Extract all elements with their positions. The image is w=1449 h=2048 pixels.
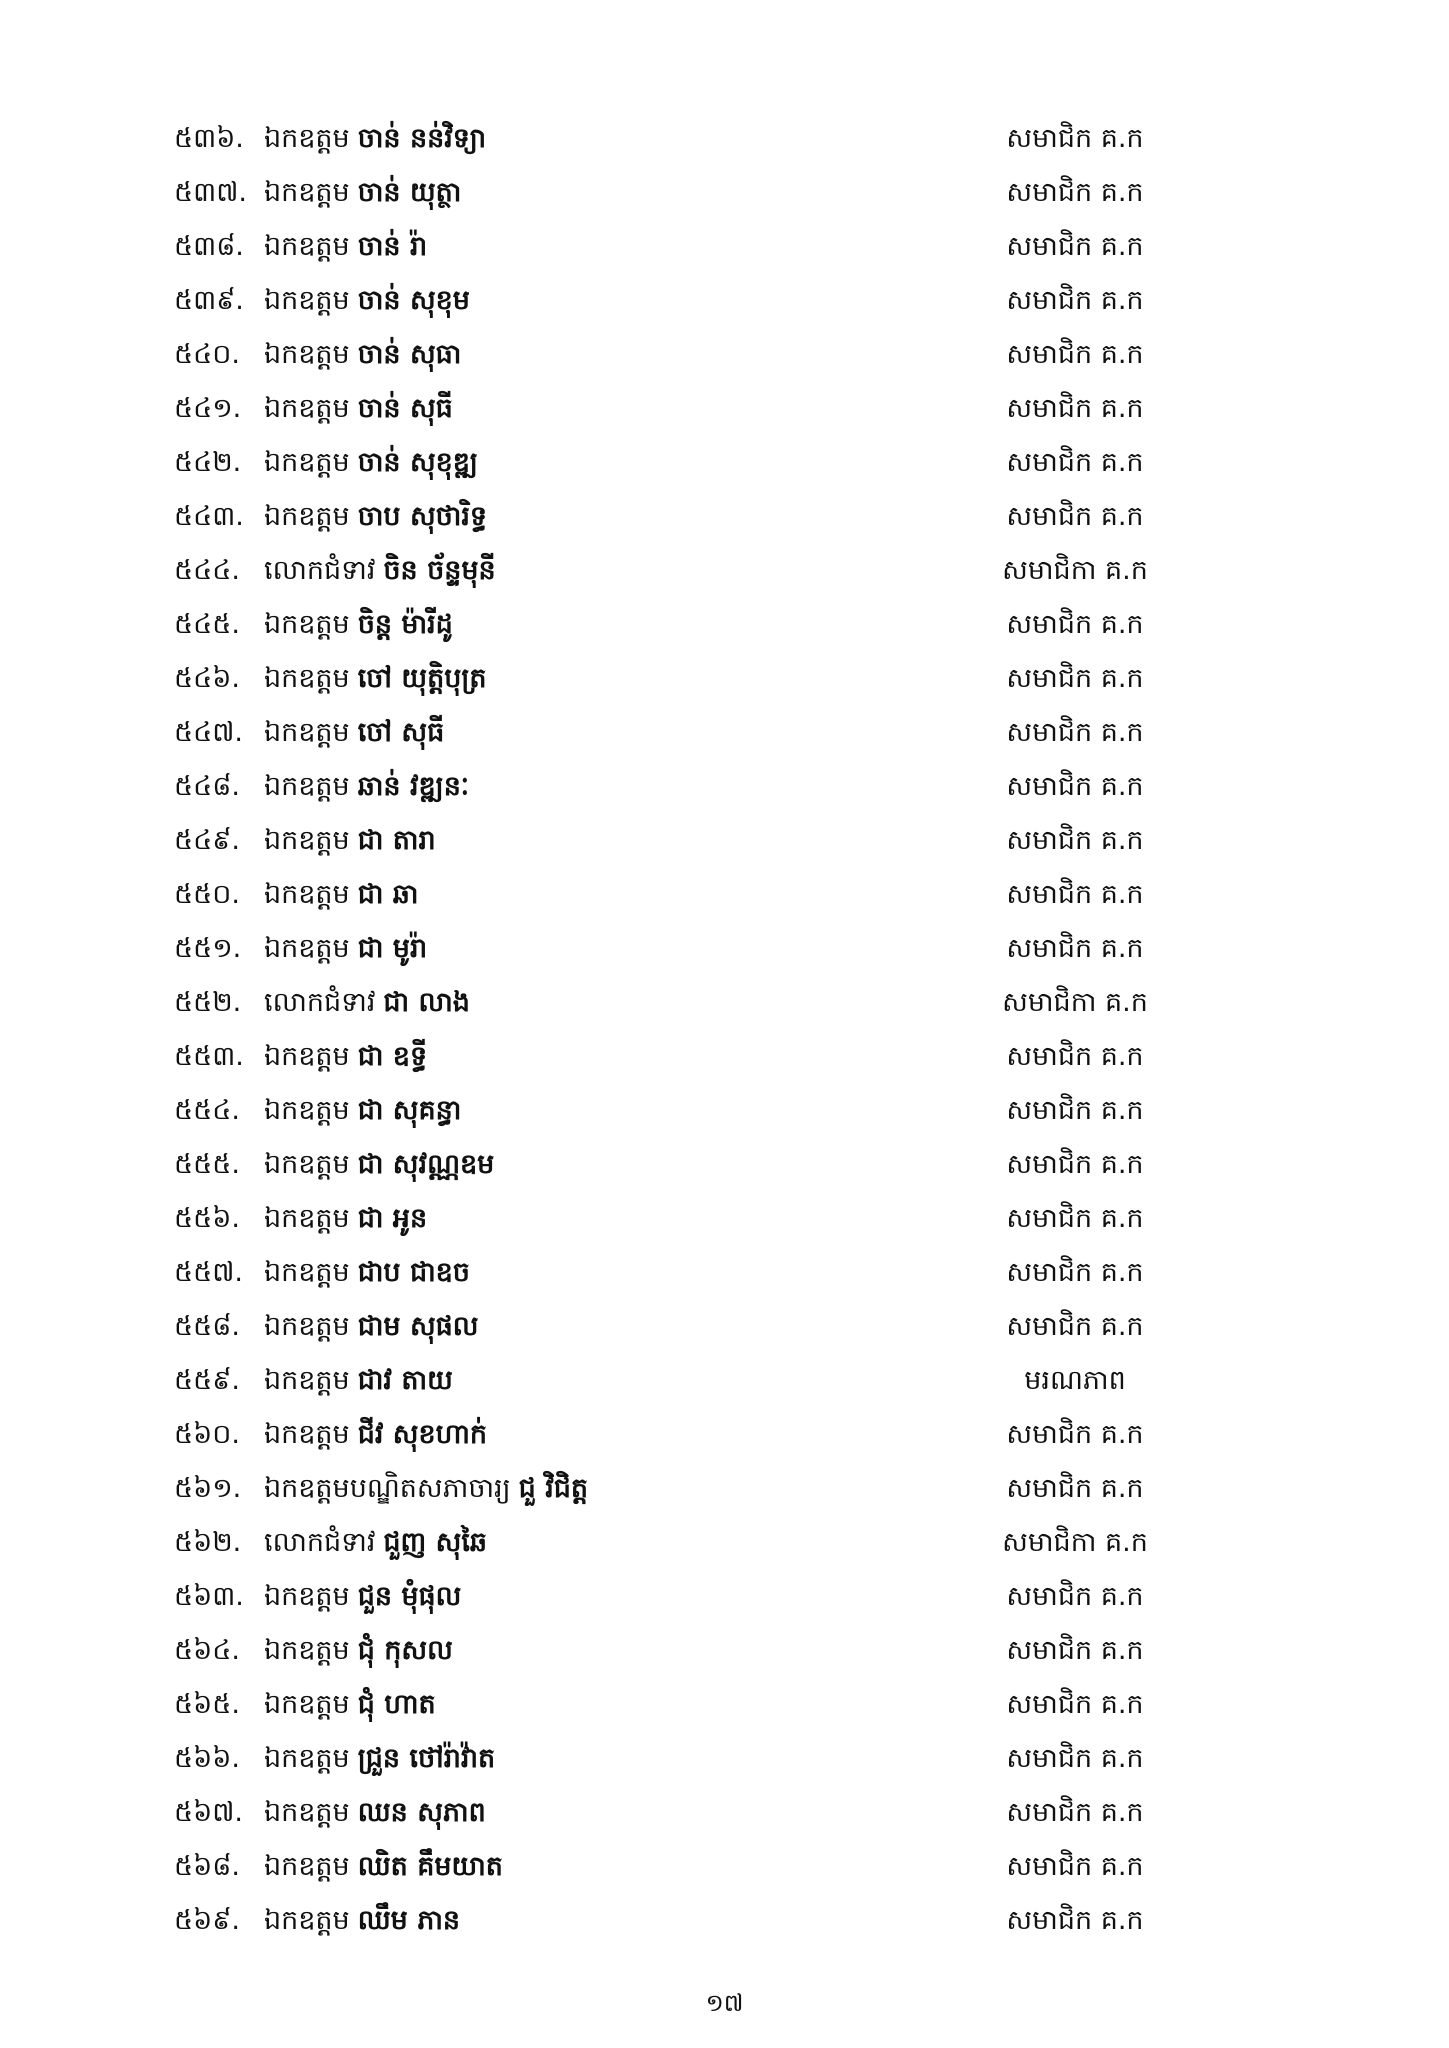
entry-title	[264, 706, 444, 760]
member-status: សមាជិក គ.ក	[1006, 447, 1144, 478]
entry-number: ៥៥៥.	[174, 1149, 240, 1180]
entry-number: ៥៤៧.	[174, 717, 243, 748]
member-status: សមាជិក គ.ក	[1006, 339, 1144, 370]
member-name: ចាន់ នន់វិទ្យា	[357, 123, 487, 154]
honorific: លោកជំទាវ	[264, 987, 376, 1018]
member-status: សមាជិក គ.ក	[1006, 1689, 1144, 1720]
list-item	[0, 814, 1449, 868]
honorific: ឯកឧត្តម	[264, 123, 350, 154]
entry-number: ៥៥១.	[174, 933, 242, 964]
list-item	[0, 652, 1449, 706]
honorific: ឯកឧត្តម	[264, 1203, 350, 1234]
entry-number: ៥៦៧.	[174, 1797, 243, 1828]
entry-number: ៥៤៣.	[174, 501, 244, 532]
honorific: ឯកឧត្តម	[264, 231, 350, 262]
list-item	[0, 760, 1449, 814]
entry-number: ៥៥៨.	[174, 1311, 240, 1342]
list-item	[0, 1354, 1449, 1408]
honorific: ឯកឧត្តម	[264, 447, 350, 478]
list-item	[0, 1192, 1449, 1246]
member-status: សមាជិក គ.ក	[1006, 1257, 1144, 1288]
entry-title	[264, 1408, 487, 1462]
honorific: ឯកឧត្តម	[264, 1149, 350, 1180]
list-item	[0, 436, 1449, 490]
list-item	[0, 598, 1449, 652]
honorific: ឯកឧត្តម	[264, 771, 350, 802]
member-name: ជា ឧទ្ធី	[357, 1041, 428, 1072]
member-status: សមាជិក គ.ក	[1006, 393, 1144, 424]
honorific: ឯកឧត្តម	[264, 1311, 350, 1342]
honorific: ឯកឧត្តម	[264, 933, 350, 964]
entry-title	[264, 328, 461, 382]
list-item	[0, 1678, 1449, 1732]
list-item	[0, 1246, 1449, 1300]
member-name: ជាម សុផល	[357, 1311, 479, 1342]
member-status: សមាជិក គ.ក	[1006, 663, 1144, 694]
entry-title	[264, 1678, 436, 1732]
member-name: ជុំ កុសល	[357, 1635, 453, 1666]
entry-number: ៥៥៦.	[174, 1203, 240, 1234]
entry-number: ៥៣៧.	[174, 177, 247, 208]
entry-title	[264, 1516, 487, 1570]
list-item	[0, 490, 1449, 544]
entry-title	[264, 1624, 453, 1678]
entry-number: ៥៤៥.	[174, 609, 240, 640]
entry-number: ៥៦៤.	[174, 1635, 240, 1666]
member-status: សមាជិក គ.ក	[1006, 717, 1144, 748]
entry-title	[264, 490, 487, 544]
honorific: ឯកឧត្តម	[264, 1581, 350, 1612]
honorific: ឯកឧត្តម	[264, 1905, 350, 1936]
list-item	[0, 1030, 1449, 1084]
entry-title	[264, 652, 487, 706]
member-status: សមាជិកា គ.ក	[1002, 987, 1148, 1018]
honorific: ឯកឧត្តម	[264, 1419, 350, 1450]
member-name: ជុំ ហាត	[357, 1689, 436, 1720]
entry-title	[264, 922, 427, 976]
list-item	[0, 1408, 1449, 1462]
honorific: ឯកឧត្តម	[264, 1797, 350, 1828]
entry-title	[264, 868, 419, 922]
list-item	[0, 1138, 1449, 1192]
entry-title	[264, 1840, 503, 1894]
member-name: ជា តារា	[357, 825, 436, 856]
member-status: សមាជិក គ.ក	[1006, 1311, 1144, 1342]
honorific: ឯកឧត្តម	[264, 177, 350, 208]
honorific: ឯកឧត្តម	[264, 1635, 350, 1666]
entry-number: ៥៦៥.	[174, 1689, 240, 1720]
member-name: ជា លាង	[383, 987, 470, 1018]
member-status: សមាជិក គ.ក	[1006, 1149, 1144, 1180]
entry-number: ៥៤៨.	[174, 771, 240, 802]
member-status: មរណភាព	[1024, 1365, 1126, 1396]
honorific: ឯកឧត្តម	[264, 1851, 350, 1882]
member-name: ជា សុគន្ធា	[357, 1095, 462, 1126]
member-name: ឈន សុភាព	[357, 1797, 486, 1828]
list-item	[0, 220, 1449, 274]
entry-number: ៥៥២.	[174, 987, 242, 1018]
honorific: ឯកឧត្តម	[264, 879, 350, 910]
entry-number: ៥៦៣.	[174, 1581, 244, 1612]
page-number: ១៧	[705, 1989, 744, 2017]
list-item	[0, 382, 1449, 436]
member-name: ជាវ តាយ	[357, 1365, 453, 1396]
entry-number: ៥៦៨.	[174, 1851, 240, 1882]
member-status: សមាជិក គ.ក	[1006, 1203, 1144, 1234]
list-item	[0, 922, 1449, 976]
list-item	[0, 868, 1449, 922]
member-status: សមាជិក គ.ក	[1006, 285, 1144, 316]
member-status: សមាជិក គ.ក	[1006, 1797, 1144, 1828]
entry-number: ៥៦០.	[174, 1419, 240, 1450]
honorific: លោកជំទាវ	[264, 555, 376, 586]
member-name: ចាន់ យុត្ថា	[357, 177, 462, 208]
list-item	[0, 706, 1449, 760]
list-item	[0, 1570, 1449, 1624]
member-status: សមាជិក គ.ក	[1006, 825, 1144, 856]
honorific: ឯកឧត្តម	[264, 1257, 350, 1288]
entry-title	[264, 598, 453, 652]
honorific: ឯកឧត្តម	[264, 285, 350, 316]
list-item	[0, 1894, 1449, 1948]
member-status: សមាជិក គ.ក	[1006, 609, 1144, 640]
entry-number: ៥៥៧.	[174, 1257, 243, 1288]
member-status: សមាជិក គ.ក	[1006, 1635, 1144, 1666]
entry-title	[264, 166, 461, 220]
entry-number: ៥៦១.	[174, 1473, 242, 1504]
honorific: ឯកឧត្តម	[264, 663, 350, 694]
member-name: ជួញ សុឆៃ	[383, 1527, 488, 1558]
list-item	[0, 166, 1449, 220]
member-status: សមាជិក គ.ក	[1006, 771, 1144, 802]
member-status: សមាជិក គ.ក	[1006, 1419, 1144, 1450]
member-name: ជួ វិជិត្ត	[518, 1473, 589, 1504]
list-item	[0, 1084, 1449, 1138]
list-item	[0, 1462, 1449, 1516]
entry-title	[264, 1030, 427, 1084]
entry-number: ៥៤៩.	[174, 825, 240, 856]
entry-number: ៥៥០.	[174, 879, 240, 910]
member-status: សមាជិក គ.ក	[1006, 231, 1144, 262]
member-status: សមាជិក គ.ក	[1006, 1581, 1144, 1612]
member-name: ចិន ច័ន្ទមុនី	[383, 555, 496, 586]
member-name: ជា មូរ៉ា	[357, 933, 428, 964]
member-name: ចាប សុថារិទ្ធ	[357, 501, 488, 532]
member-status: សមាជិក គ.ក	[1006, 1095, 1144, 1126]
member-status: សមាជិកា គ.ក	[1002, 1527, 1148, 1558]
entry-title	[264, 1300, 479, 1354]
entry-title	[264, 112, 486, 166]
member-name: ឈឹម ភាន	[357, 1905, 461, 1936]
member-status: សមាជិក គ.ក	[1006, 177, 1144, 208]
entry-number: ៥៦២.	[174, 1527, 242, 1558]
honorific: ឯកឧត្តម	[264, 1743, 350, 1774]
member-status: សមាជិក គ.ក	[1006, 879, 1144, 910]
member-status: សមាជិកា គ.ក	[1002, 555, 1148, 586]
entry-title	[264, 1246, 470, 1300]
entry-title	[264, 1570, 461, 1624]
member-status: សមាជិក គ.ក	[1006, 1473, 1144, 1504]
member-name: ជា អូន	[357, 1203, 428, 1234]
entry-title	[264, 1138, 494, 1192]
list-item	[0, 1732, 1449, 1786]
entry-title	[264, 1354, 453, 1408]
entry-title	[264, 382, 453, 436]
member-name: ចាន់ សុខុឌ្ឍ	[357, 447, 478, 478]
honorific: ឯកឧត្តម	[264, 501, 350, 532]
member-status: សមាជិក គ.ក	[1006, 1743, 1144, 1774]
member-status: សមាជិក គ.ក	[1006, 501, 1144, 532]
entry-title	[264, 544, 496, 598]
entry-title	[264, 220, 427, 274]
member-status: សមាជិក គ.ក	[1006, 123, 1144, 154]
honorific: ឯកឧត្តម	[264, 717, 350, 748]
list-item	[0, 112, 1449, 166]
entry-title	[264, 814, 436, 868]
honorific: ឯកឧត្តម	[264, 339, 350, 370]
list-item	[0, 1786, 1449, 1840]
member-name: ចាន់ សុធា	[357, 339, 462, 370]
member-name: ឈិត គឹមយាត	[357, 1851, 503, 1882]
entry-number: ៥៥៤.	[174, 1095, 240, 1126]
member-name: ចាន់ រ៉ា	[357, 231, 428, 262]
entry-number: ៥៥៣.	[174, 1041, 244, 1072]
honorific: លោកជំទាវ	[264, 1527, 376, 1558]
list-item	[0, 328, 1449, 382]
entry-number: ៥៤១.	[174, 393, 242, 424]
honorific: ឯកឧត្តម	[264, 393, 350, 424]
honorific: ឯកឧត្តមបណ្ឌិតសភាចារ្យ	[264, 1473, 511, 1504]
entry-number: ៥៤២.	[174, 447, 242, 478]
entry-title	[264, 760, 469, 814]
member-status: សមាជិក គ.ក	[1006, 933, 1144, 964]
honorific: ឯកឧត្តម	[264, 1095, 350, 1126]
honorific: ឯកឧត្តម	[264, 1041, 350, 1072]
member-name: ជីវ សុខហាក់	[357, 1419, 488, 1450]
list-item	[0, 274, 1449, 328]
entry-number: ៥៤៤.	[174, 555, 240, 586]
entry-title	[264, 976, 470, 1030]
honorific: ឯកឧត្តម	[264, 825, 350, 856]
entry-title	[264, 1192, 427, 1246]
entry-number: ៥៣៨.	[174, 231, 244, 262]
entry-number: ៥៣៩.	[174, 285, 244, 316]
entry-title	[264, 436, 478, 490]
member-name: ចាន់ សុខុម	[357, 285, 470, 316]
member-name: ជាប ជាឧច	[357, 1257, 470, 1288]
list-item	[0, 976, 1449, 1030]
entry-title	[264, 1894, 460, 1948]
entry-number: ៥៤៦.	[174, 663, 240, 694]
list-item	[0, 544, 1449, 598]
member-status: សមាជិក គ.ក	[1006, 1905, 1144, 1936]
entry-title	[264, 1732, 495, 1786]
list-item	[0, 1624, 1449, 1678]
entry-title	[264, 1462, 588, 1516]
entry-number: ៥៦៩.	[174, 1905, 240, 1936]
entry-title	[264, 1084, 461, 1138]
member-name: ជា ឆា	[357, 879, 419, 910]
member-name: ចិន្ត ម៉ារីដូ	[357, 609, 453, 640]
entry-number: ៥៤០.	[174, 339, 240, 370]
member-name: ចៅ សុធី	[357, 717, 445, 748]
list-item	[0, 1300, 1449, 1354]
member-name: ជា សុវណ្ណឧម	[357, 1149, 495, 1180]
member-name: ចាន់ សុធី	[357, 393, 453, 424]
member-name: ឆាន់ វឌ្ឍនៈ	[357, 771, 470, 802]
member-list	[0, 112, 1449, 1948]
list-item	[0, 1516, 1449, 1570]
member-status: សមាជិក គ.ក	[1006, 1041, 1144, 1072]
list-item	[0, 1840, 1449, 1894]
entry-title	[264, 274, 470, 328]
member-name: ជួន មុំផុល	[357, 1581, 462, 1612]
honorific: ឯកឧត្តម	[264, 1365, 350, 1396]
member-name: ចៅ យុត្តិបុត្រ	[357, 663, 487, 694]
member-status: សមាជិក គ.ក	[1006, 1851, 1144, 1882]
honorific: ឯកឧត្តម	[264, 1689, 350, 1720]
member-name: ជ្រួន ថៅរ៉ាវ៉ាត	[357, 1743, 496, 1774]
entry-title	[264, 1786, 486, 1840]
honorific: ឯកឧត្តម	[264, 609, 350, 640]
entry-number: ៥៥៩.	[174, 1365, 240, 1396]
entry-number: ៥៦៦.	[174, 1743, 240, 1774]
entry-number: ៥៣៦.	[174, 123, 244, 154]
